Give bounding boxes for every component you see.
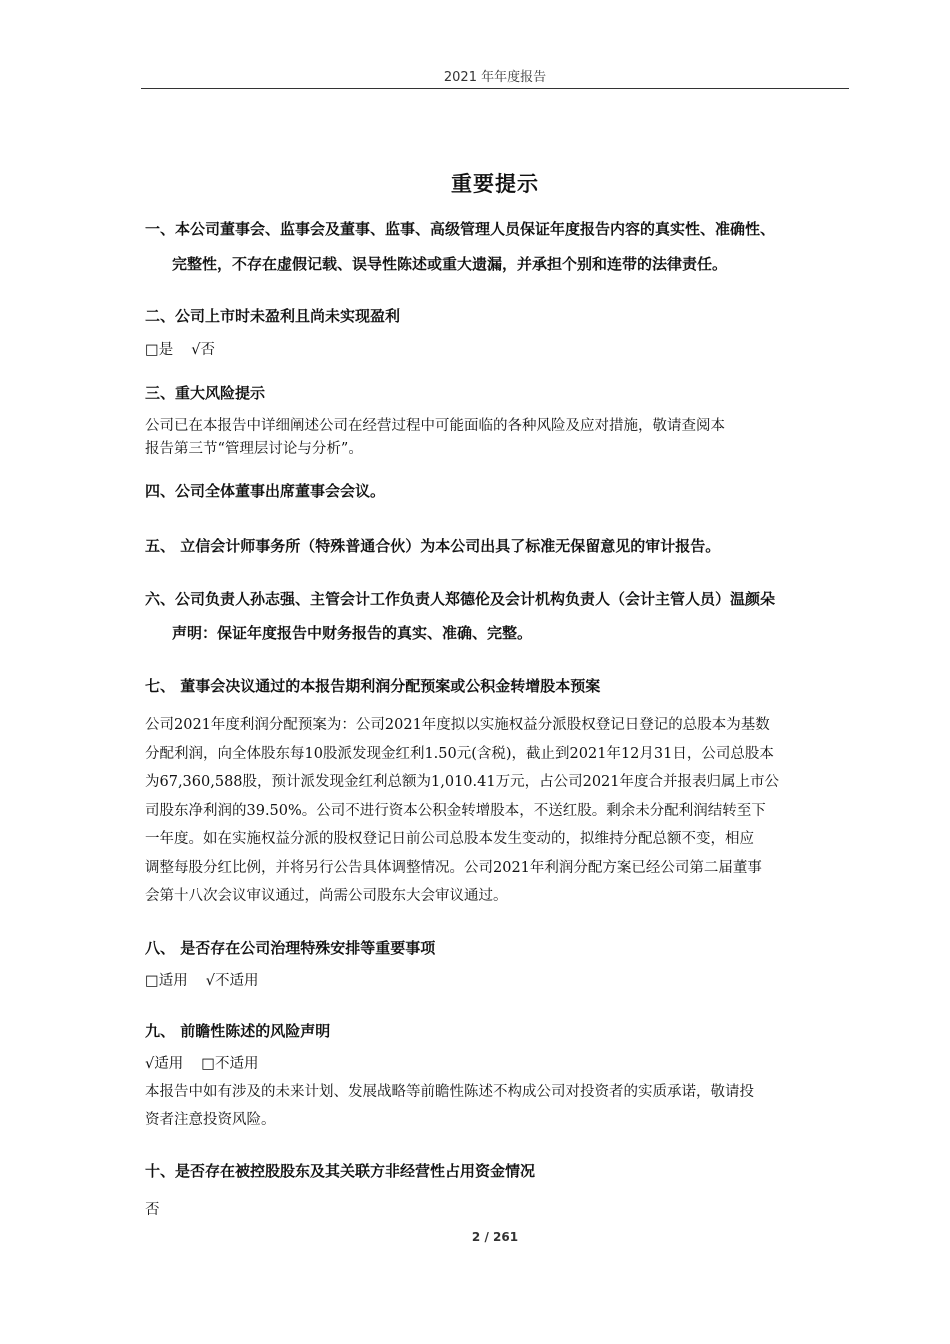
option-applicable: □适用 xyxy=(145,973,188,989)
page-number: 2 / 261 xyxy=(471,1230,519,1244)
section-10-answer: 否 xyxy=(145,1202,160,1218)
option-not-applicable: □不适用 xyxy=(201,1056,259,1072)
section-10-heading: 十、是否存在被控股股东及其关联方非经营性占用资金情况 xyxy=(145,1162,536,1180)
section-5-heading: 五、 立信会计师事务所（特殊普通合伙）为本公司出具了标准无保留意见的审计报告。 xyxy=(145,537,721,555)
section-3-heading: 三、重大风险提示 xyxy=(145,384,266,402)
section-7-line: 司股东净利润的39.50%。公司不进行资本公积金转增股本，不送红股。剩余未分配利润结转至下 xyxy=(145,803,766,819)
section-6-line-1: 六、公司负责人孙志强、主管会计工作负责人郑德伦及会计机构负责人（会计主管人员）温颜朵 xyxy=(145,590,776,608)
option-not-applicable: √不适用 xyxy=(205,973,259,989)
section-3-line-1: 公司已在本报告中详细阐述公司在经营过程中可能面临的各种风险及应对措施，敬请查阅本 xyxy=(145,418,725,434)
section-7-line: 分配利润，向全体股东每10股派发现金红利1.50元(含税)，截止到2021年12月31日，公司总股本 xyxy=(145,746,774,762)
section-9-options xyxy=(145,1052,260,1073)
option-yes: □是 xyxy=(145,342,174,358)
section-6-line-2: 声明：保证年度报告中财务报告的真实、准确、完整。 xyxy=(172,624,533,642)
section-7-line: 调整每股分红比例，并将另行公告具体调整情况。公司2021年利润分配方案已经公司第二届董事 xyxy=(145,860,762,876)
header-divider xyxy=(141,88,849,89)
section-8-heading: 八、 是否存在公司治理特殊安排等重要事项 xyxy=(145,939,436,957)
section-1-line-2: 完整性，不存在虚假记载、误导性陈述或重大遗漏，并承担个别和连带的法律责任。 xyxy=(172,255,728,273)
section-2-heading: 二、公司上市时未盈利且尚未实现盈利 xyxy=(145,307,401,325)
section-3-line-2: 报告第三节“管理层讨论与分析”。 xyxy=(145,441,363,457)
section-7-line: 公司2021年度利润分配预案为：公司2021年度拟以实施权益分派股权登记日登记的总股本为基数 xyxy=(145,717,770,733)
section-9-line-2: 资者注意投资风险。 xyxy=(145,1112,276,1128)
option-applicable: √适用 xyxy=(145,1056,184,1072)
section-2-options xyxy=(145,338,217,359)
section-1-line-1: 一、本公司董事会、监事会及董事、监事、高级管理人员保证年度报告内容的真实性、准确性、 xyxy=(145,220,776,238)
section-7-heading: 七、 董事会决议通过的本报告期利润分配预案或公积金转增股本预案 xyxy=(145,677,601,695)
page-title: 重要提示 xyxy=(451,172,539,196)
option-no: √否 xyxy=(191,342,215,358)
section-4-heading: 四、公司全体董事出席董事会会议。 xyxy=(145,482,386,500)
section-7-line: 为67,360,588股，预计派发现金红利总额为1,010.41万元，占公司2021年度合并报表归属上市公 xyxy=(145,774,779,790)
section-8-options xyxy=(145,969,260,990)
header-title: 2021 年年度报告 xyxy=(443,70,547,85)
section-7-line: 会第十八次会议审议通过，尚需公司股东大会审议通过。 xyxy=(145,888,508,904)
section-7-line: 一年度。如在实施权益分派的股权登记日前公司总股本发生变动的，拟维持分配总额不变，相应 xyxy=(145,831,754,847)
section-9-heading: 九、 前瞻性陈述的风险声明 xyxy=(145,1022,331,1040)
section-9-line-1: 本报告中如有涉及的未来计划、发展战略等前瞻性陈述不构成公司对投资者的实质承诺，敬请投 xyxy=(145,1084,754,1100)
